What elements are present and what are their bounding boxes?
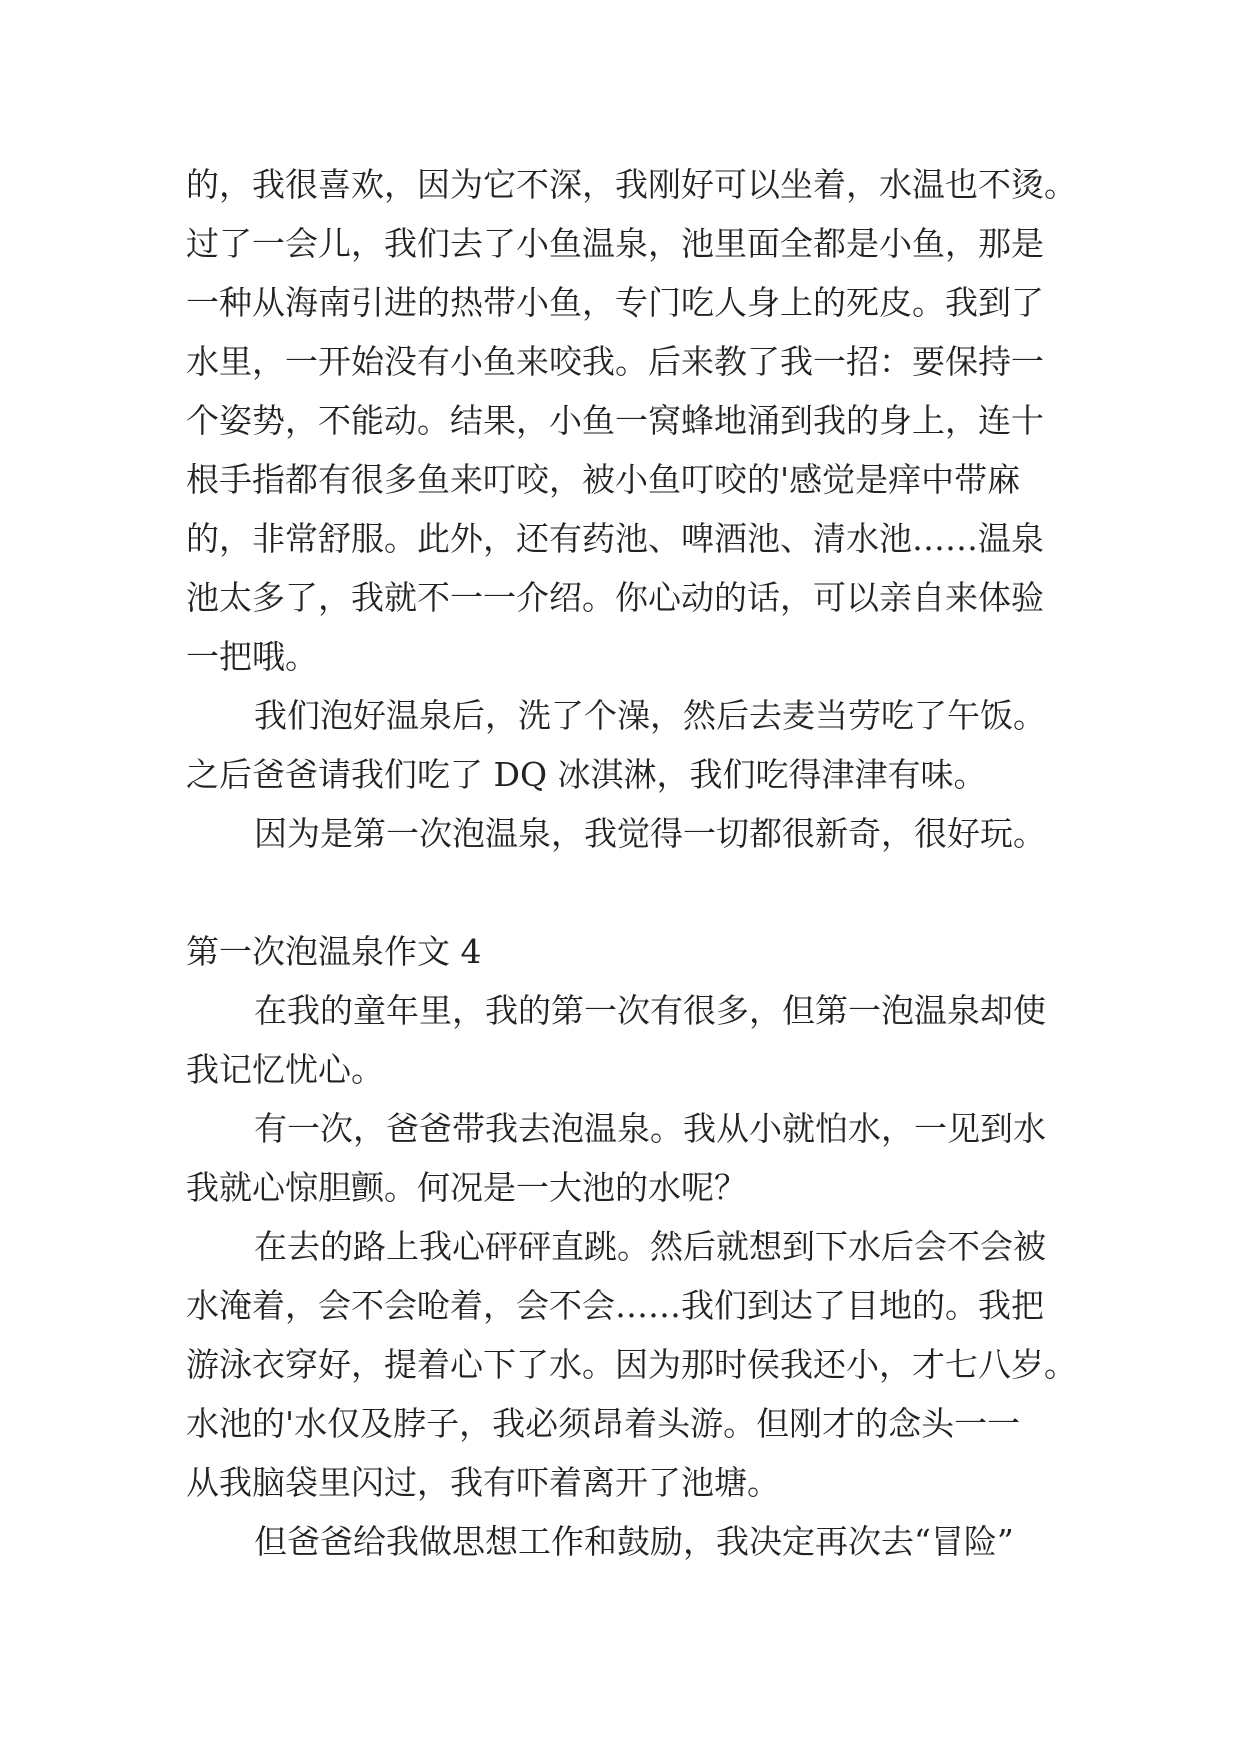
text-line: 因为是第一次泡温泉，我觉得一切都很新奇，很好玩。 — [254, 814, 1046, 853]
paragraph — [186, 1512, 1066, 1571]
text-line: 我们泡好温泉后，洗了个澡，然后去麦当劳吃了午饭。 — [254, 696, 1046, 735]
paragraph — [186, 155, 1077, 686]
text-line: 但爸爸给我做思想工作和鼓励，我决定再次去“冒险” — [254, 1522, 1014, 1561]
blank-line — [186, 863, 1066, 922]
section-title: 第一次泡温泉作文 4 — [186, 932, 482, 971]
text-line: 水里，一开始没有小鱼来咬我。后来教了我一招：要保持一 — [186, 342, 1044, 381]
text-line: 我就心惊胆颤。何况是一大池的水呢？ — [186, 1168, 747, 1207]
text-line: 在去的路上我心砰砰直跳。然后就想到下水后会不会被 — [254, 1227, 1046, 1266]
text-line: 从我脑袋里闪过，我有吓着离开了池塘。 — [186, 1463, 780, 1502]
text-line: 水淹着，会不会呛着，会不会……我们到达了目地的。我把 — [186, 1286, 1044, 1325]
text-line: 池太多了，我就不一一介绍。你心动的话，可以亲自来体验 — [186, 578, 1044, 617]
text-line: 在我的童年里，我的第一次有很多，但第一泡温泉却使 — [254, 991, 1046, 1030]
text-line: 一种从海南引进的热带小鱼，专门吃人身上的死皮。我到了 — [186, 283, 1044, 322]
text-line: 游泳衣穿好，提着心下了水。因为那时侯我还小，才七八岁。 — [186, 1345, 1077, 1384]
text-line: 的，非常舒服。此外，还有药池、啤酒池、清水池……温泉 — [186, 519, 1044, 558]
text-line: 个姿势，不能动。结果，小鱼一窝蜂地涌到我的身上，连十 — [186, 401, 1044, 440]
text-line: 一把哦。 — [186, 637, 318, 676]
text-line: 水池的'水仅及脖子，我必须昂着头游。但刚才的念头一一 — [186, 1404, 1021, 1443]
paragraph — [186, 1217, 1077, 1512]
text-line: 的，我很喜欢，因为它不深，我刚好可以坐着，水温也不烫。 — [186, 165, 1077, 204]
text-line: 之后爸爸请我们吃了 DQ 冰淇淋，我们吃得津津有味。 — [186, 755, 987, 794]
text-line: 有一次，爸爸带我去泡温泉。我从小就怕水，一见到水 — [254, 1109, 1046, 1148]
paragraph — [186, 686, 1066, 804]
document-body — [186, 155, 1077, 1571]
paragraph — [186, 1099, 1066, 1217]
text-line: 过了一会儿，我们去了小鱼温泉，池里面全都是小鱼，那是 — [186, 224, 1044, 263]
text-line: 我记忆忧心。 — [186, 1050, 384, 1089]
paragraph — [186, 804, 1066, 863]
paragraph — [186, 981, 1066, 1099]
text-line: 根手指都有很多鱼来叮咬，被小鱼叮咬的'感觉是痒中带麻 — [186, 460, 1021, 499]
